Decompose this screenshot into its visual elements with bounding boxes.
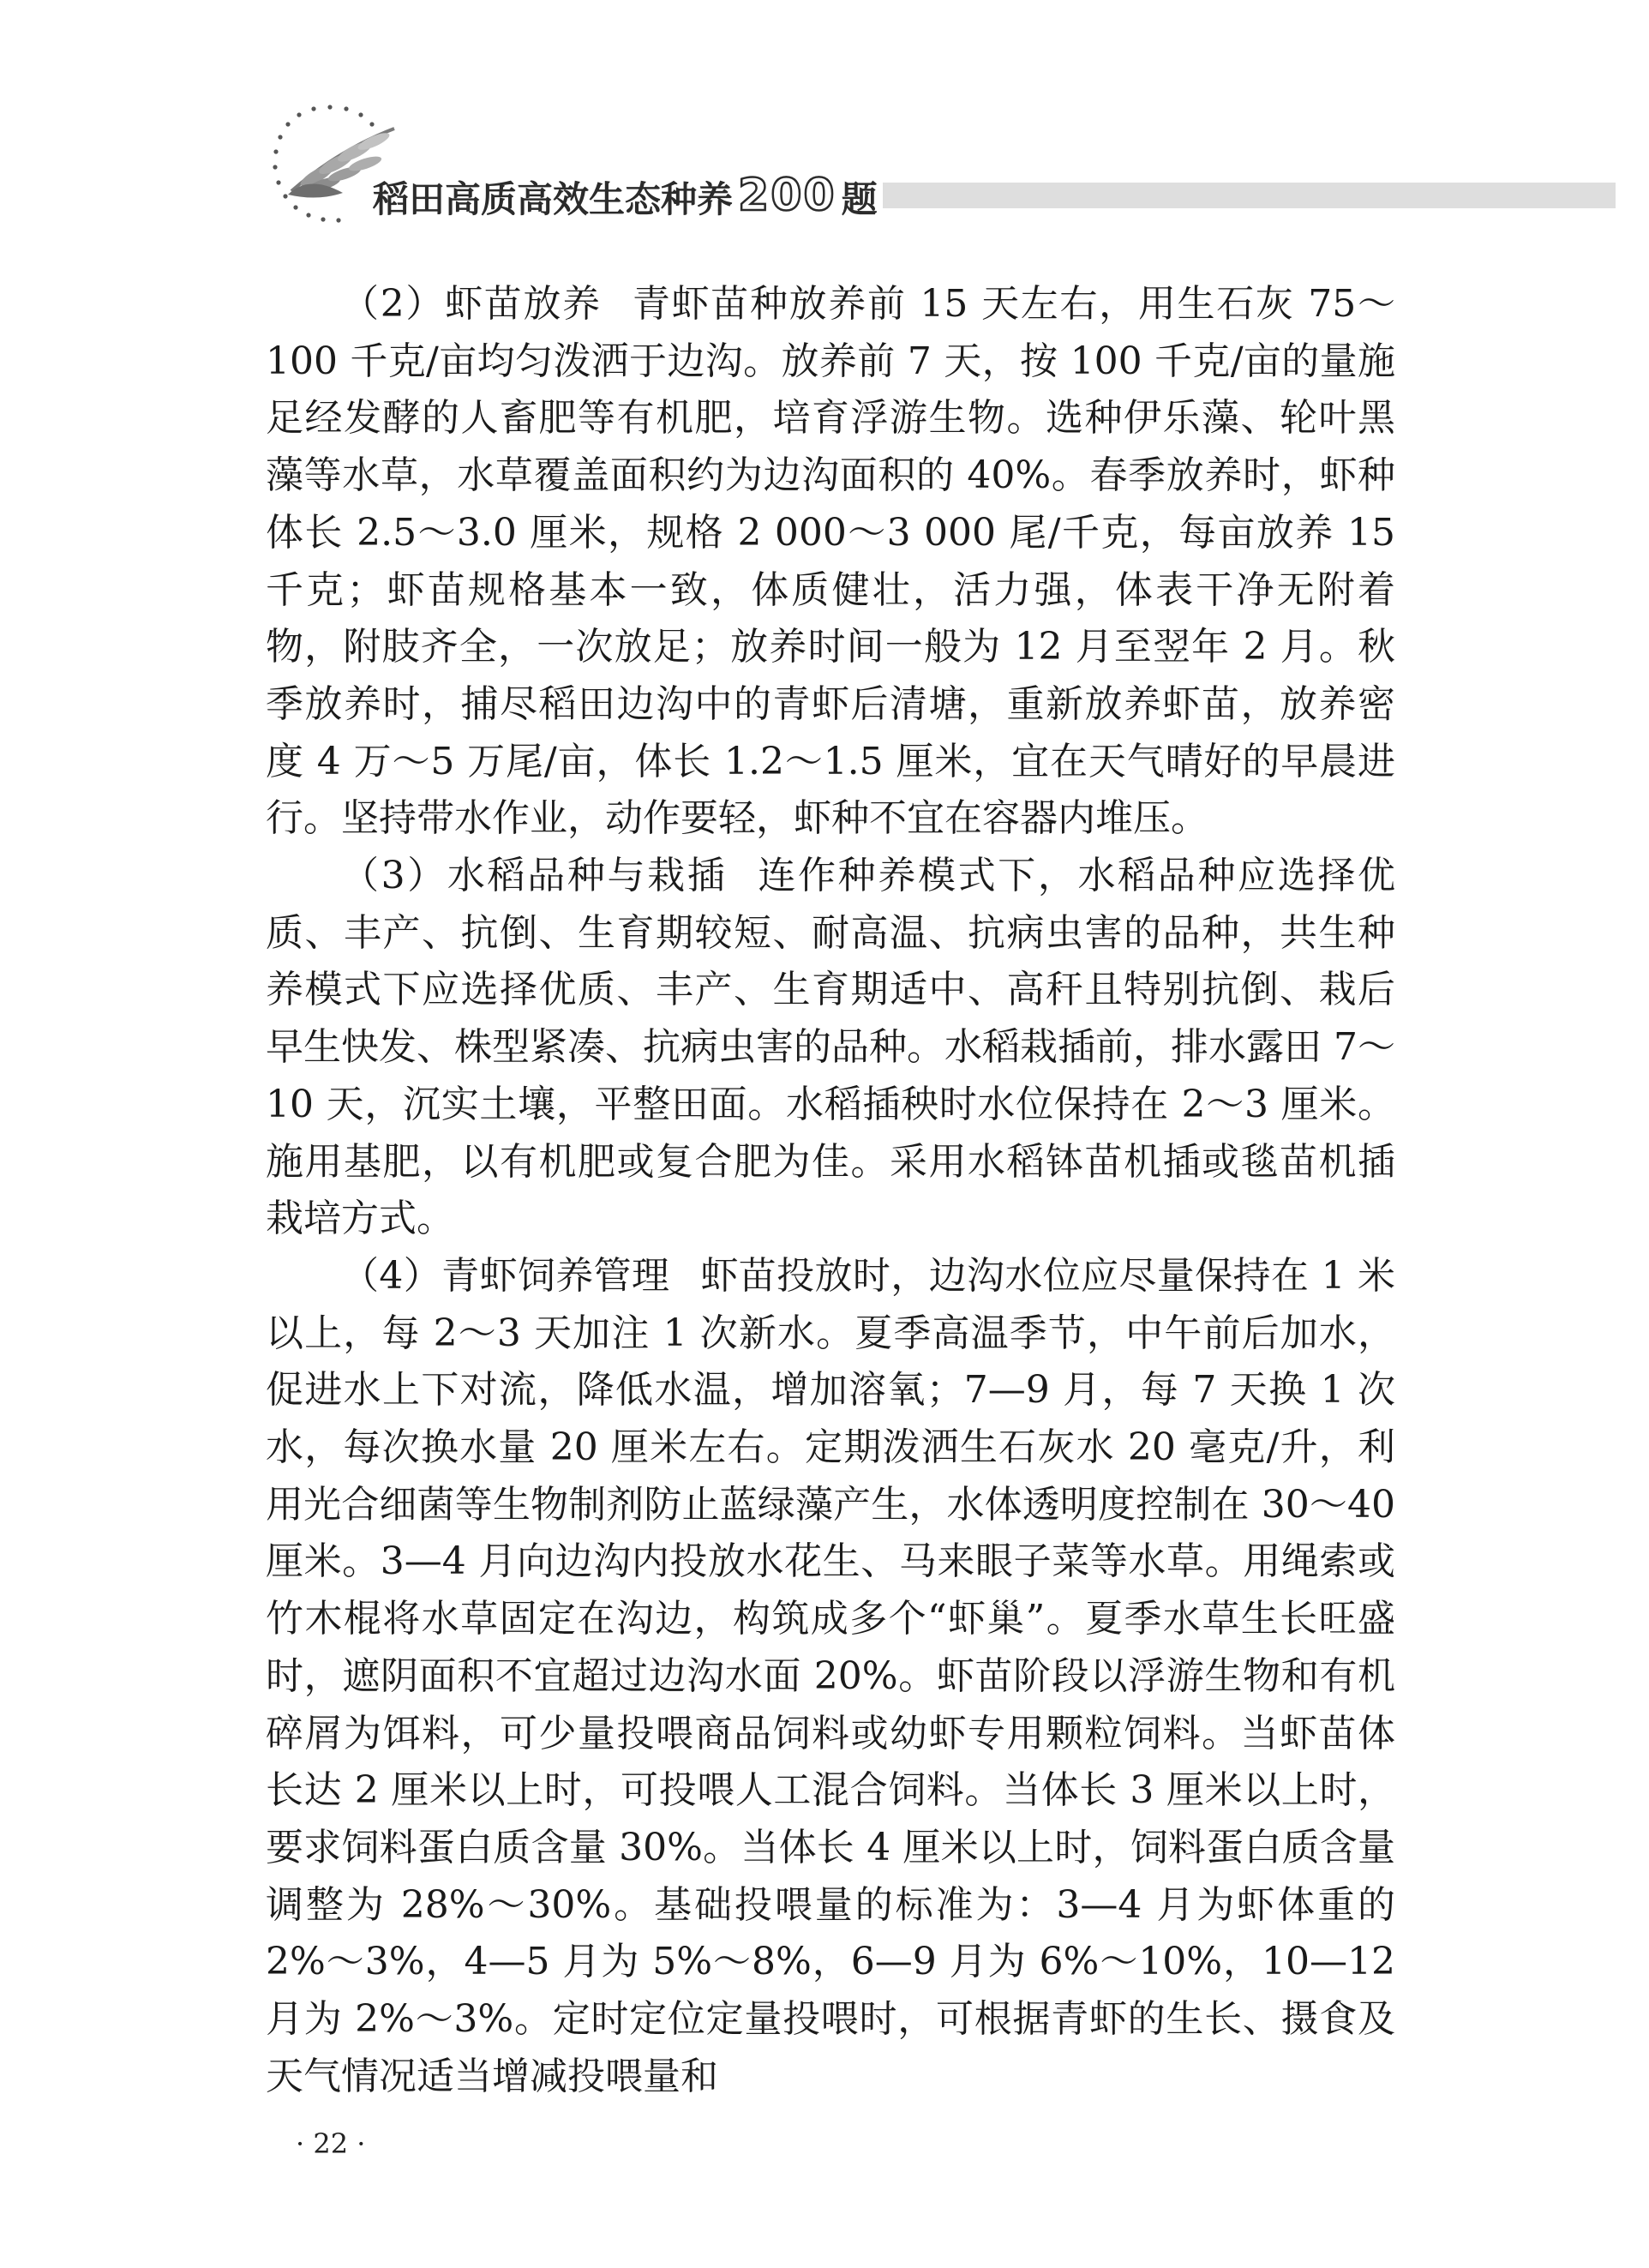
header-title-prefix: 稻田高质高效生态种养	[373, 178, 734, 220]
paragraph-text: 青虾苗种放养前 15 天左右，用生石灰 75～100 千克/亩均匀泼洒于边沟。放养前 7 天，按 100 千克/亩的量施足经发酵的人畜肥等有机肥，培育浮游生物。选种伊乐藻、轮叶黑藻等水草，水草覆盖面积约为边沟面积的 40%。春季放养时，虾种体长 2.5～3.0 厘米，规格 2 000～3 000 尾/千克，每亩放养 15 千克；虾苗规格基本一致，体质健壮，活力强，体表干净无附着物，附肢齐全，一次放足；放养时间一般为 12 月至翌年 2 月。秋季放养时，捕尽稻田边沟中的青虾后清塘，重新放养虾苗，放养密度 4 万～5 万尾/亩，体长 1.2～1.5 厘米，宜在天气晴好的早晨进行。坚持带水作业，动作要轻，虾种不宜在容器内堆压。	[266, 282, 1395, 841]
paragraph-shrimp-stocking	[266, 276, 1395, 848]
page-content	[266, 276, 1395, 2106]
paragraph-shrimp-management	[266, 1248, 1395, 2106]
paragraph-lead: （4）青虾饲养管理	[341, 1253, 670, 1298]
header-title	[373, 171, 878, 223]
header-title-number: 200	[738, 170, 836, 221]
header-bar	[883, 183, 1616, 208]
page-number: · 22 ·	[296, 2127, 366, 2160]
paragraph-text: 虾苗投放时，边沟水位应尽量保持在 1 米以上，每 2～3 天加注 1 次新水。夏季高温季节，中午前后加水，促进水上下对流，降低水温，增加溶氧；7—9 月，每 7 天换 1 次水，每次换水量 20 厘米左右。定期泼洒生石灰水 20 毫克/升，利用光合细菌等生物制剂防止蓝绿藻产生，水体透明度控制在 30～40 厘米。3—4 月向边沟内投放水花生、马来眼子菜等水草。用绳索或竹木棍将水草固定在沟边，构筑成多个“虾巢”。夏季水草生长旺盛时，遮阴面积不宜超过边沟水面 20%。虾苗阶段以浮游生物和有机碎屑为饵料，可少量投喂商品饲料或幼虾专用颗粒饲料。当虾苗体长达 2 厘米以上时，可投喂人工混合饲料。当体长 3 厘米以上时，要求饲料蛋白质含量 30%。当体长 4 厘米以上时，饲料蛋白质含量调整为 28%～30%。基础投喂量的标准为：3—4 月为虾体重的 2%～3%，4—5 月为 5%～8%，6—9 月为 6%～10%，10—12 月为 2%～3%。定时定位定量投喂时，可根据青虾的生长、摄食及天气情况适当增减投喂量和	[266, 1253, 1395, 2098]
paragraph-text: 连作种养模式下，水稻品种应选择优质、丰产、抗倒、生育期较短、耐高温、抗病虫害的品种，共生种养模式下应选择优质、丰产、生育期适中、高秆且特别抗倒、栽后早生快发、株型紧凑、抗病虫害的品种。水稻栽插前，排水露田 7～10 天，沉实土壤，平整田面。水稻插秧时水位保持在 2～3 厘米。施用基肥，以有机肥或复合肥为佳。采用水稻钵苗机插或毯苗机插栽培方式。	[266, 854, 1396, 1241]
page-header	[257, 90, 1616, 240]
paragraph-lead: （3）水稻品种与栽插	[341, 854, 728, 898]
header-title-suffix: 题	[841, 178, 878, 220]
paragraph-lead: （2）虾苗放养	[341, 282, 602, 326]
paragraph-rice-variety	[266, 848, 1395, 1248]
